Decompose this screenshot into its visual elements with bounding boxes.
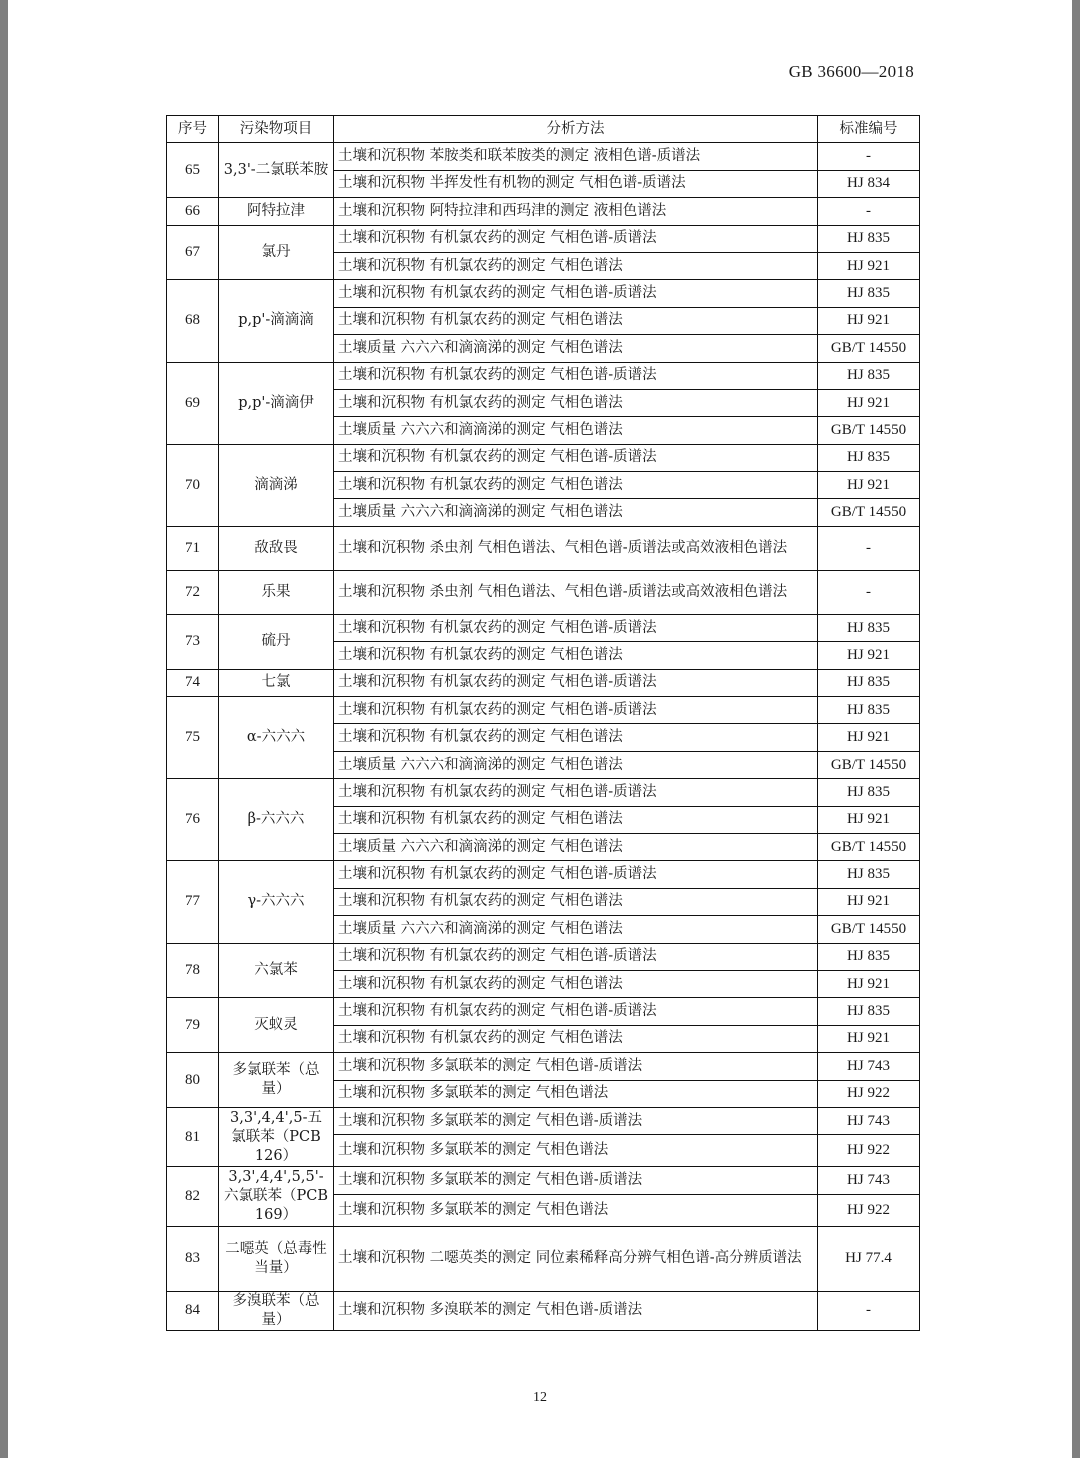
pollutant-name: 3,3',4,4',5-五氯联苯（PCB 126） [219, 1107, 334, 1166]
table-row [167, 143, 920, 170]
table-row [167, 362, 920, 389]
standard-number: GB/T 14550 [818, 417, 920, 444]
row-number: 68 [167, 280, 219, 362]
standard-number: HJ 835 [818, 614, 920, 641]
row-number: 69 [167, 362, 219, 444]
standard-number: HJ 835 [818, 998, 920, 1025]
pollutant-name: 滴滴涕 [219, 444, 334, 526]
table-row [167, 861, 920, 888]
pollutant-name: p,p'-滴滴滴 [219, 280, 334, 362]
analysis-method: 土壤和沉积物 多氯联苯的测定 气相色谱法 [334, 1080, 818, 1107]
standard-number: HJ 835 [818, 225, 920, 252]
analysis-method: 土壤质量 六六六和滴滴涕的测定 气相色谱法 [334, 751, 818, 778]
standard-number: GB/T 14550 [818, 833, 920, 860]
analysis-method: 土壤和沉积物 有机氯农药的测定 气相色谱-质谱法 [334, 280, 818, 307]
standard-number: HJ 743 [818, 1107, 920, 1134]
col-header-method: 分析方法 [334, 116, 818, 143]
standard-number: HJ 835 [818, 444, 920, 471]
analysis-method: 土壤和沉积物 有机氯农药的测定 气相色谱-质谱法 [334, 998, 818, 1025]
standard-number: HJ 921 [818, 642, 920, 669]
table-row [167, 444, 920, 471]
row-number: 76 [167, 779, 219, 861]
table-row [167, 1291, 920, 1330]
analysis-method: 土壤和沉积物 杀虫剂 气相色谱法、气相色谱-质谱法或高效液相色谱法 [334, 570, 818, 614]
table-row [167, 280, 920, 307]
table-row [167, 669, 920, 696]
analysis-method: 土壤和沉积物 有机氯农药的测定 气相色谱-质谱法 [334, 362, 818, 389]
table-row [167, 1226, 920, 1291]
row-number: 73 [167, 614, 219, 669]
standard-number: HJ 835 [818, 362, 920, 389]
col-header-standard: 标准编号 [818, 116, 920, 143]
table-row [167, 526, 920, 570]
row-number: 82 [167, 1167, 219, 1226]
table-row [167, 1053, 920, 1080]
standard-number: - [818, 526, 920, 570]
table-header-row [167, 116, 920, 143]
analysis-method: 土壤和沉积物 有机氯农药的测定 气相色谱法 [334, 970, 818, 997]
standard-number: HJ 834 [818, 170, 920, 197]
analysis-method: 土壤质量 六六六和滴滴涕的测定 气相色谱法 [334, 916, 818, 943]
analysis-method: 土壤和沉积物 有机氯农药的测定 气相色谱-质谱法 [334, 614, 818, 641]
standard-number: GB/T 14550 [818, 499, 920, 526]
table-row [167, 614, 920, 641]
table-body [167, 143, 920, 1330]
standard-number: HJ 921 [818, 888, 920, 915]
standard-number: HJ 921 [818, 1025, 920, 1052]
pollutant-name: 乐果 [219, 570, 334, 614]
standard-number: - [818, 1291, 920, 1330]
pollutant-name: 氯丹 [219, 225, 334, 280]
analysis-method: 土壤和沉积物 有机氯农药的测定 气相色谱-质谱法 [334, 943, 818, 970]
row-number: 80 [167, 1053, 219, 1108]
analysis-method: 土壤质量 六六六和滴滴涕的测定 气相色谱法 [334, 335, 818, 362]
row-number: 84 [167, 1291, 219, 1330]
analysis-method: 土壤和沉积物 有机氯农药的测定 气相色谱法 [334, 642, 818, 669]
standard-code: GB 36600—2018 [788, 62, 914, 81]
standard-number: HJ 922 [818, 1080, 920, 1107]
standard-number: HJ 77.4 [818, 1226, 920, 1291]
row-number: 79 [167, 998, 219, 1053]
analysis-method: 土壤和沉积物 有机氯农药的测定 气相色谱-质谱法 [334, 669, 818, 696]
analysis-method: 土壤和沉积物 有机氯农药的测定 气相色谱-质谱法 [334, 225, 818, 252]
analysis-method: 土壤和沉积物 二噁英类的测定 同位素稀释高分辨气相色谱-高分辨质谱法 [334, 1226, 818, 1291]
standard-number: HJ 921 [818, 252, 920, 279]
pollutant-name: 二噁英（总毒性当量） [219, 1226, 334, 1291]
row-number: 74 [167, 669, 219, 696]
row-number: 67 [167, 225, 219, 280]
standard-number: HJ 922 [818, 1135, 920, 1167]
standard-number: - [818, 570, 920, 614]
pollutant-name: 七氯 [219, 669, 334, 696]
standard-number: GB/T 14550 [818, 335, 920, 362]
analysis-method: 土壤和沉积物 有机氯农药的测定 气相色谱法 [334, 252, 818, 279]
analysis-method: 土壤质量 六六六和滴滴涕的测定 气相色谱法 [334, 833, 818, 860]
row-number: 78 [167, 943, 219, 998]
pollutant-name: α-六六六 [219, 697, 334, 779]
row-number: 65 [167, 143, 219, 198]
analysis-method: 土壤和沉积物 杀虫剂 气相色谱法、气相色谱-质谱法或高效液相色谱法 [334, 526, 818, 570]
analysis-methods-table [166, 115, 920, 1331]
row-number: 72 [167, 570, 219, 614]
standard-number: HJ 921 [818, 307, 920, 334]
pollutant-name: p,p'-滴滴伊 [219, 362, 334, 444]
standard-number: HJ 743 [818, 1167, 920, 1194]
standard-number: HJ 835 [818, 779, 920, 806]
analysis-method: 土壤和沉积物 半挥发性有机物的测定 气相色谱-质谱法 [334, 170, 818, 197]
analysis-method: 土壤质量 六六六和滴滴涕的测定 气相色谱法 [334, 417, 818, 444]
standard-number: - [818, 198, 920, 225]
standard-number: HJ 835 [818, 697, 920, 724]
standard-number: HJ 743 [818, 1053, 920, 1080]
table-row [167, 779, 920, 806]
analysis-method: 土壤质量 六六六和滴滴涕的测定 气相色谱法 [334, 499, 818, 526]
table-row [167, 998, 920, 1025]
analysis-method: 土壤和沉积物 阿特拉津和西玛津的测定 液相色谱法 [334, 198, 818, 225]
standard-number: HJ 921 [818, 472, 920, 499]
pollutant-name: 六氯苯 [219, 943, 334, 998]
row-number: 81 [167, 1107, 219, 1166]
table-row [167, 225, 920, 252]
pollutant-name: 3,3'-二氯联苯胺 [219, 143, 334, 198]
standard-number: HJ 921 [818, 389, 920, 416]
analysis-method: 土壤和沉积物 有机氯农药的测定 气相色谱法 [334, 888, 818, 915]
standard-number: HJ 922 [818, 1194, 920, 1226]
col-header-no: 序号 [167, 116, 219, 143]
analysis-method: 土壤和沉积物 有机氯农药的测定 气相色谱法 [334, 472, 818, 499]
analysis-method: 土壤和沉积物 有机氯农药的测定 气相色谱-质谱法 [334, 861, 818, 888]
analysis-method: 土壤和沉积物 有机氯农药的测定 气相色谱法 [334, 389, 818, 416]
row-number: 66 [167, 198, 219, 225]
analysis-method: 土壤和沉积物 有机氯农药的测定 气相色谱法 [334, 806, 818, 833]
analysis-method: 土壤和沉积物 有机氯农药的测定 气相色谱-质谱法 [334, 779, 818, 806]
pollutant-name: 敌敌畏 [219, 526, 334, 570]
document-page [8, 0, 1072, 1458]
standard-number: HJ 835 [818, 861, 920, 888]
pollutant-name: 3,3',4,4',5,5'-六氯联苯（PCB 169） [219, 1167, 334, 1226]
analysis-method: 土壤和沉积物 有机氯农药的测定 气相色谱-质谱法 [334, 697, 818, 724]
analysis-method: 土壤和沉积物 多氯联苯的测定 气相色谱法 [334, 1194, 818, 1226]
standard-number: HJ 835 [818, 943, 920, 970]
standard-number: HJ 921 [818, 970, 920, 997]
standard-number: - [818, 143, 920, 170]
pollutant-name: 多溴联苯（总量） [219, 1291, 334, 1330]
pollutant-name: 多氯联苯（总量） [219, 1053, 334, 1108]
table-row [167, 943, 920, 970]
pollutant-name: γ-六六六 [219, 861, 334, 943]
row-number: 71 [167, 526, 219, 570]
analysis-method: 土壤和沉积物 多溴联苯的测定 气相色谱-质谱法 [334, 1291, 818, 1330]
analysis-method: 土壤和沉积物 有机氯农药的测定 气相色谱法 [334, 307, 818, 334]
analysis-method: 土壤和沉积物 多氯联苯的测定 气相色谱-质谱法 [334, 1167, 818, 1194]
standard-number: HJ 835 [818, 669, 920, 696]
row-number: 77 [167, 861, 219, 943]
standard-number: HJ 921 [818, 806, 920, 833]
analysis-method: 土壤和沉积物 有机氯农药的测定 气相色谱法 [334, 724, 818, 751]
table-row [167, 570, 920, 614]
analysis-method: 土壤和沉积物 多氯联苯的测定 气相色谱-质谱法 [334, 1053, 818, 1080]
row-number: 70 [167, 444, 219, 526]
analysis-method: 土壤和沉积物 苯胺类和联苯胺类的测定 液相色谱-质谱法 [334, 143, 818, 170]
analysis-method: 土壤和沉积物 有机氯农药的测定 气相色谱-质谱法 [334, 444, 818, 471]
analysis-method: 土壤和沉积物 有机氯农药的测定 气相色谱法 [334, 1025, 818, 1052]
page-number: 12 [533, 1390, 547, 1405]
table-row [167, 1107, 920, 1134]
standard-number: GB/T 14550 [818, 751, 920, 778]
row-number: 75 [167, 697, 219, 779]
row-number: 83 [167, 1226, 219, 1291]
standard-number: GB/T 14550 [818, 916, 920, 943]
table-row [167, 1167, 920, 1194]
pollutant-name: 阿特拉津 [219, 198, 334, 225]
pollutant-name: β-六六六 [219, 779, 334, 861]
pollutant-name: 灭蚁灵 [219, 998, 334, 1053]
col-header-pollutant: 污染物项目 [219, 116, 334, 143]
table-row [167, 697, 920, 724]
table-row [167, 198, 920, 225]
standard-number: HJ 835 [818, 280, 920, 307]
analysis-method: 土壤和沉积物 多氯联苯的测定 气相色谱法 [334, 1135, 818, 1167]
standard-number: HJ 921 [818, 724, 920, 751]
pollutant-name: 硫丹 [219, 614, 334, 669]
analysis-method: 土壤和沉积物 多氯联苯的测定 气相色谱-质谱法 [334, 1107, 818, 1134]
